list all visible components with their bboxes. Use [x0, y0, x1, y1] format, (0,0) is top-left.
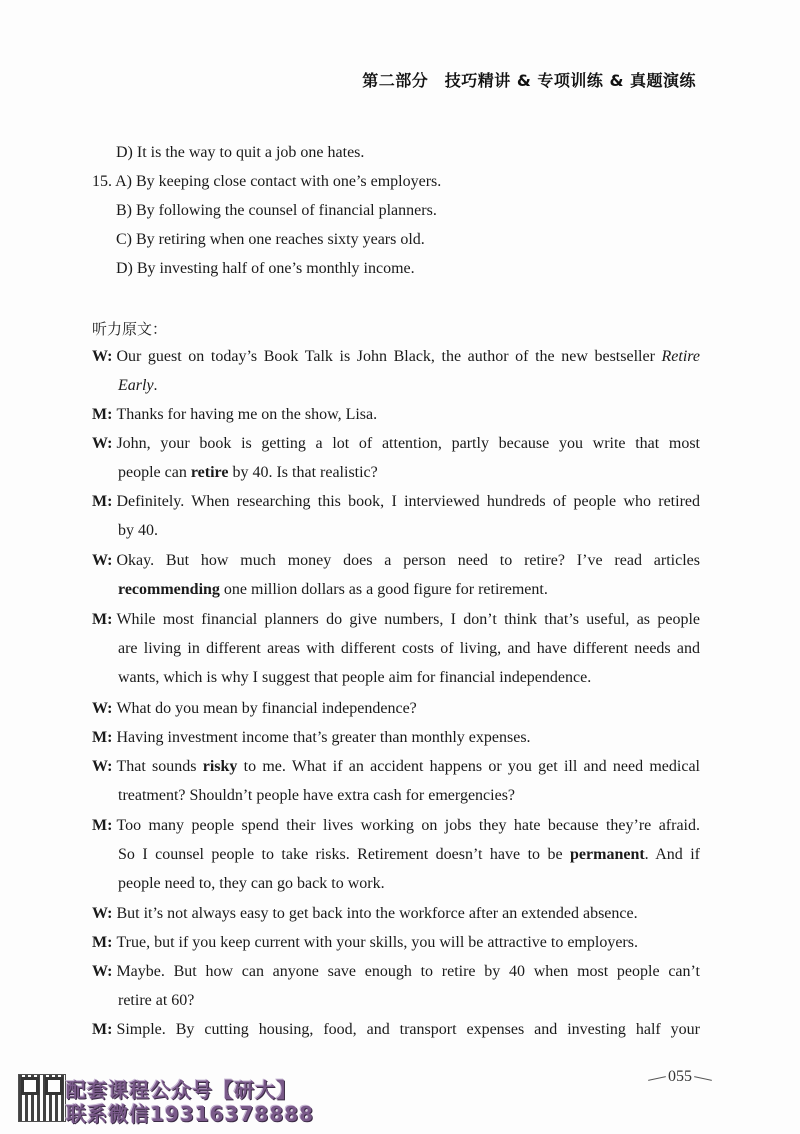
turn-text: . And if	[644, 846, 700, 863]
q15-option-d: D) By investing half of one’s monthly income.	[116, 260, 415, 277]
turn-text: Okay. But how much money does a person need to retire? I’ve read articles	[116, 552, 700, 569]
turn-text: Having investment income that’s greater than monthly expenses.	[116, 729, 531, 746]
turn-text: .	[153, 377, 158, 394]
q15-option-c: C) By retiring when one reaches sixty years old.	[116, 231, 425, 248]
turn-text: Thanks for having me on the show, Lisa.	[116, 406, 378, 423]
keyword-bold: retire	[190, 464, 229, 481]
turn-text: While most financial planners do give numbers, I don’t think that’s useful, as people	[116, 611, 700, 628]
turn-text: by 40.	[118, 522, 158, 539]
turn-text: John, your book is getting a lot of attention, partly because you write that most	[116, 435, 700, 452]
speaker-label: M:	[92, 817, 113, 834]
speaker-label: M:	[92, 406, 113, 423]
transcript-turn	[92, 694, 700, 723]
speaker-label: W:	[92, 552, 113, 569]
turn-text: Maybe. But how can anyone save enough to retire by 40 when most people can’t	[116, 963, 700, 980]
promo-line-course: 配套课程公众号【研大】	[66, 1078, 297, 1102]
transcript-turn	[92, 605, 700, 692]
turn-text: Definitely. When researching this book, I interviewed hundreds of people who retired	[116, 493, 700, 510]
transcript-turn	[92, 400, 700, 429]
speaker-label: M:	[92, 729, 113, 746]
turn-text: What do you mean by financial independence?	[116, 700, 417, 717]
speaker-label: M:	[92, 1021, 113, 1038]
transcript-turn	[92, 957, 700, 1015]
transcript-turn	[92, 899, 700, 928]
keyword-bold: permanent	[570, 846, 645, 863]
speaker-label: W:	[92, 905, 113, 922]
transcript-label: 听力原文：	[92, 320, 168, 338]
turn-text: people need to, they can go back to work.	[118, 875, 385, 892]
transcript-turn	[92, 723, 700, 752]
page-number: 055	[654, 1068, 706, 1086]
transcript-turn	[92, 429, 700, 487]
speaker-label: W:	[92, 348, 113, 365]
promo-line-contact: 联系微信19316378888	[66, 1102, 315, 1126]
speaker-label: M:	[92, 934, 113, 951]
speaker-label: M:	[92, 611, 113, 628]
turn-text: Our guest on today’s Book Talk is John Black, the author of the new bestseller	[116, 348, 662, 365]
speaker-label: W:	[92, 435, 113, 452]
q15-option-b: B) By following the counsel of financial planners.	[116, 202, 437, 219]
q15-option-a: 15. A) By keeping close contact with one’s employers.	[92, 173, 442, 190]
turn-text: But it’s not always easy to get back into the workforce after an extended absence.	[116, 905, 638, 922]
turn-text: by 40. Is that realistic?	[228, 464, 378, 481]
transcript-turn	[92, 342, 700, 400]
transcript-turn	[92, 811, 700, 898]
qr-code-icon	[18, 1074, 66, 1122]
transcript-turn	[92, 1015, 700, 1044]
turn-text: Simple. By cutting housing, food, and transport expenses and investing half your	[116, 1021, 700, 1038]
transcript-turn	[92, 928, 700, 957]
book-title-italic: Early	[118, 377, 154, 394]
speaker-label: W:	[92, 758, 113, 775]
turn-text: wants, which is why I suggest that people aim for financial independence.	[118, 669, 592, 686]
turn-text: people can	[118, 464, 191, 481]
turn-text: That sounds	[116, 758, 203, 775]
transcript-turn	[92, 546, 700, 604]
transcript-turn	[92, 752, 700, 810]
turn-text: to me. What if an accident happens or you get ill and need medical	[237, 758, 701, 775]
turn-text: So I counsel people to take risks. Retirement doesn’t have to be	[118, 846, 571, 863]
transcript-turn	[92, 487, 700, 545]
keyword-bold: recommending	[118, 581, 220, 598]
turn-text: one million dollars as a good figure for retirement.	[219, 581, 548, 598]
turn-text: True, but if you keep current with your skills, you will be attractive to employers.	[116, 934, 638, 951]
book-title-italic: Retire	[661, 348, 700, 365]
turn-text: retire at 60?	[118, 992, 195, 1009]
page-header-title: 第二部分 技巧精讲 & 专项训练 & 真题演练	[362, 71, 696, 90]
keyword-bold: risky	[202, 758, 238, 775]
q14-option-d: D) It is the way to quit a job one hates.	[116, 144, 365, 161]
turn-text: are living in different areas with different costs of living, and have different needs and	[118, 640, 700, 657]
speaker-label: W:	[92, 700, 113, 717]
speaker-label: W:	[92, 963, 113, 980]
speaker-label: M:	[92, 493, 113, 510]
turn-text: Too many people spend their lives working on jobs they hate because they’re afraid.	[116, 817, 700, 834]
turn-text: treatment? Shouldn’t people have extra cash for emergencies?	[118, 787, 516, 804]
